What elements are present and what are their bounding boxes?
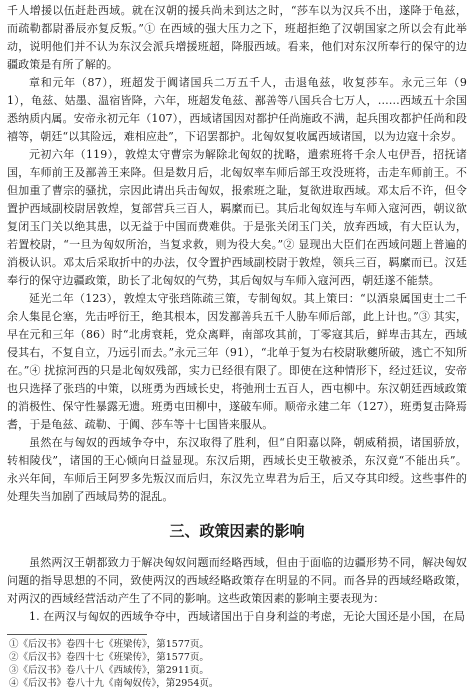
- paragraph-2: 章和元年（87），班超发于阗诸国兵二万五千人，击退龟兹，收复莎车。永元三年（91），龟兹、姑墨、温宿皆降，六年，班超发龟兹、鄯善等八国兵合七万人，……西域五十余国悉纳质内属。安帝永初元年（107），西域诸国因对都护任尚施政不满，起兵围攻都护任尚和段禧等，朝廷“以其险远，难相应赴”，下诏罢都护。北匈奴复收属西域诸国，以为边寇十余岁。: [7, 76, 467, 143]
- footnote-4: ④《后汉书》卷八十九《南匈奴传》，第2954页。: [9, 678, 219, 689]
- paragraph-1: 千人增援以伍赶赴西域。就在汉朝的援兵尚未到达之时，“莎车以为汉兵不出，遂降于龟兹，而疏勒都尉番辰亦复反叛。”① 在西域的强大压力之下，班超拒绝了汉朝国家之所以会有此举动，说明他们并不认为东汉会派兵增援班超，降服西域。看来，他们对东汉所奉行的保守的边疆政策是有所了解的。: [7, 4, 467, 71]
- paragraph-4: 延光二年（123），敦煌太守张珰陈疏三策，专制匈奴。其上策曰：“以酒泉属国吏士二千余人集昆仑塞，先击呼衍王，绝其根本，因发鄯善兵五千人胁车师后部，此上计也。”③ 其实，早在元和三年（86）时“北虏衰耗，党众离畔，南部攻其前，丁零寇其后，鲜卑击其左，西域侵其右，不复自立，乃远引而去。”永元三年（91），“北单于复为右校尉耿夔所破，逃亡不知所在。”④ 扰掠河西的只是北匈奴残部，实力已经很有限了。即使在这种情形下，经过廷议，安帝也只选择了张珰的中策，以班勇为西域长史，将弛刑士五百人，西屯柳中。东汉朝廷西域政策的消极性、保守性暴露无遗。班勇屯田柳中，遂破车师。顺帝永建二年（127），班勇复击降焉耆，于是龟兹、疏勒、于阗、莎车等十七国皆来服从。: [7, 292, 467, 431]
- footnote-3: ③《后汉书》卷八十八《西域传》，第2911页。: [9, 665, 209, 676]
- footnote-1: ①《后汉书》卷四十七《班梁传》，第1577页。: [9, 639, 209, 650]
- section-heading: 三、政策因素的影响: [169, 522, 305, 540]
- paragraph-7: 1. 在两汉与匈奴的西域争夺中，西域诸国出于自身利益的考虑，无论大国还是小国，在局: [29, 610, 466, 623]
- footnote-2: ②《后汉书》卷四十七《班梁传》，第1577页。: [9, 652, 209, 663]
- paragraph-5: 虽然在与匈奴的西域争夺中，东汉取得了胜利，但“自阳嘉以降，朝威稍损，诸国骄放，转相陵伐”，诸国的王心倾向日益显现。东汉后期，西域长史王敬被杀，东汉竟“不能出兵”。永兴年间，车师后王阿罗多先叛汉而后归，东汉先立卑君为后王，后又夺其印绶。这些事件的处理失当加剧了西域局势的混乱。: [7, 436, 467, 503]
- paragraph-3: 元初六年（119），敦煌太守曹宗为解除北匈奴的扰略，遣索班将千余人屯伊吾，招抚诸国，车师前王及鄯善王来降。但是数月后，北匈奴率车师后部王攻没班将，击走车师前王。不但加重了曹宗的骚扰，宗因此请出兵击匈奴，报索班之耻，复欲进取西域。邓太后不许，但令置护西域副校尉居敦煌，复部营兵三百人，羁縻而已。其后北匈奴连与车师入寇河西，朝议欲复闭玉门关以绝其患，以无益于中国而费难供。于是张关闭玉门关，放弃西域，有大臣认为，若置校尉，“一旦为匈奴所治，当复求救，则为役大矣。”② 显现出大臣们在西域问题上普遍的消极认识。邓太后采取折中的办法，仅令置护西域副校尉于敦煌，领兵三百，羁縻而已。汉廷奉行的保守边疆政策，助长了北匈奴的气势，其后匈奴与车师入寇河西，朝廷遂不能禁。: [7, 148, 467, 287]
- paragraph-6: 虽然两汉王朝都致力于解决匈奴问题而经略西域，但由于面临的边疆形势不同，解决匈奴问题的指导思想的不同，致使两汉的西域经略政策存在明显的不同。而各异的西域经略政策，对两汉的西域经营活动产生了不同的影响。这些政策因素的影响主要表现为：: [7, 556, 467, 605]
- footnote-divider: [7, 634, 147, 635]
